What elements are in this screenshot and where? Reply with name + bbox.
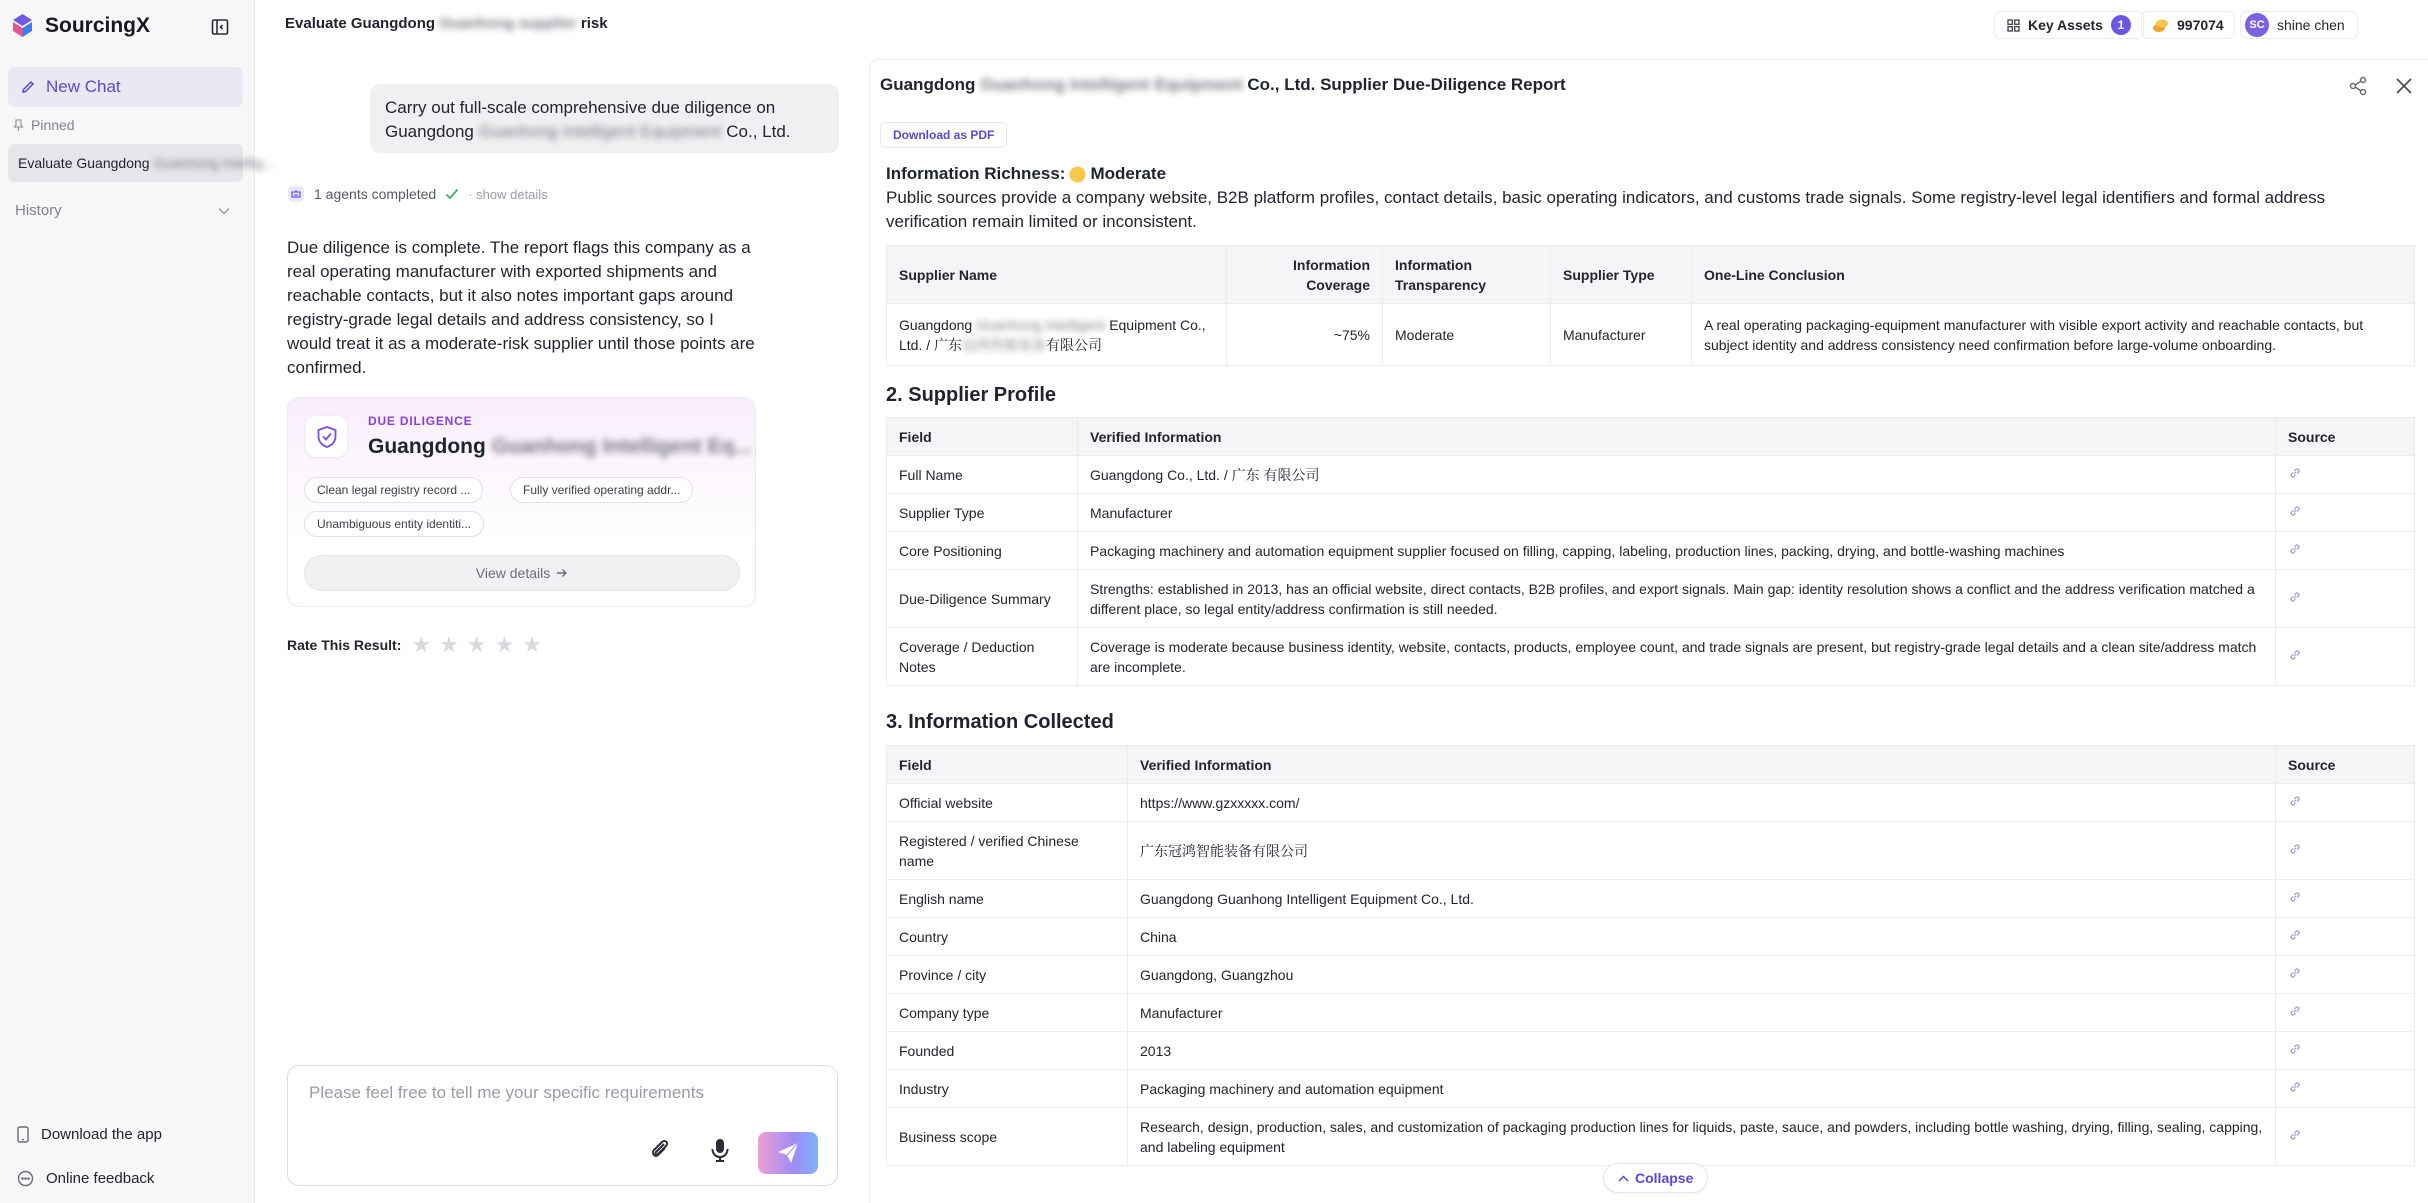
- chevron-down-icon: [218, 207, 230, 215]
- key-assets-button[interactable]: [1994, 11, 2144, 39]
- profile-header-field: Field: [887, 418, 1078, 456]
- information-collected-table: [886, 745, 2415, 1166]
- star-icon[interactable]: ★: [411, 632, 432, 657]
- risk-chip-1: Clean legal registry record ...: [304, 477, 483, 503]
- link-icon[interactable]: [2288, 1042, 2302, 1056]
- row-value: Packaging machinery and automation equipment supplier focused on filling, capping, labeling, production lines, packing, drying, and bottle-washing machines: [1078, 532, 2276, 570]
- section-information-collected: 3. Information Collected: [886, 711, 1114, 733]
- summary-header-type: Supplier Type: [1551, 246, 1692, 304]
- sidebar-toggle-icon: [210, 17, 230, 37]
- supplier-name-a: Guangdong: [899, 316, 973, 333]
- assistant-answer: Due diligence is complete. The report flags this company as a real operating manufacturer with exported shipments and reachable contacts, but it also notes important gaps around registry-grade legal details and address consistency, so I would treat it as a moderate-risk supplier until those points are confirmed.: [287, 238, 755, 377]
- microphone-icon[interactable]: [705, 1135, 735, 1165]
- table-row: [887, 1108, 2415, 1166]
- yellow-circle-icon: [1069, 166, 1086, 183]
- feedback-icon: [17, 1170, 34, 1187]
- table-row: [887, 784, 2415, 822]
- section-supplier-profile: 2. Supplier Profile: [886, 384, 1057, 406]
- star-icon[interactable]: ★: [494, 632, 515, 657]
- summary-table: [886, 245, 2415, 366]
- profile-header-source: Source: [2276, 418, 2415, 456]
- row-value: Guangdong Co., Ltd. / 广东 有限公司: [1078, 456, 2276, 494]
- check-icon: [445, 188, 459, 200]
- supplier-name-c: 有限公司: [1046, 336, 1103, 353]
- profile-header-row: [887, 418, 2415, 456]
- summary-coverage: ~75%: [1227, 304, 1383, 366]
- row-source[interactable]: [2276, 456, 2415, 494]
- link-icon[interactable]: [2288, 890, 2302, 904]
- table-row: [887, 456, 2415, 494]
- collapse-sidebar-button[interactable]: [207, 14, 233, 40]
- new-chat-button[interactable]: [8, 67, 243, 107]
- view-details-label: View details: [475, 565, 551, 581]
- chat-title: [285, 15, 608, 32]
- user-message-company-a: Guangdong: [385, 122, 474, 141]
- feedback-label: Online feedback: [46, 1170, 155, 1187]
- download-pdf-button[interactable]: Download as PDF: [880, 122, 1007, 148]
- row-value: Coverage is moderate because business identity, website, contacts, products, employee count, and trade signals are present, but registry-grade legal details and a clean site/address match are incomplete.: [1078, 628, 2276, 686]
- download-app-label: Download the app: [41, 1126, 162, 1143]
- shield-check-icon: [316, 425, 338, 449]
- supplier-name-b: Equipment Co., Ltd. / 广东: [899, 316, 1206, 353]
- link-icon[interactable]: [2288, 466, 2302, 480]
- row-field: Province / city: [887, 956, 1128, 994]
- collected-header-row: [887, 746, 2415, 784]
- collected-body: [887, 784, 2415, 1166]
- row-field: Industry: [887, 1070, 1128, 1108]
- row-field: Supplier Type: [887, 494, 1078, 532]
- collapse-label: Collapse: [1635, 1170, 1694, 1186]
- row-source[interactable]: [2276, 822, 2415, 880]
- row-field: Coverage / Deduction Notes: [887, 628, 1078, 686]
- row-value: 2013: [1128, 1032, 2276, 1070]
- grid-icon: [2007, 19, 2020, 32]
- app-name: SourcingX: [45, 13, 151, 37]
- chat-input-placeholder[interactable]: Please feel free to tell me your specific requirements: [309, 1083, 704, 1102]
- row-field: Registered / verified Chinese name: [887, 822, 1128, 880]
- row-source[interactable]: [2276, 532, 2415, 570]
- row-source[interactable]: [2276, 1070, 2415, 1108]
- credits-value: 997074: [2177, 17, 2224, 33]
- richness-description: Public sources provide a company website, B2B platform profiles, contact details, basic operating indicators, and customs trade signals. Some registry-level legal identifiers and formal address verification remain limited or inconsistent.: [886, 188, 2326, 231]
- row-source[interactable]: [2276, 570, 2415, 628]
- new-chat-label: New Chat: [46, 77, 121, 96]
- row-value: Guangdong Guanhong Intelligent Equipment Co., Ltd.: [1128, 880, 2276, 918]
- summary-header-conclusion: One-Line Conclusion: [1692, 246, 2415, 304]
- pinned-chat-title-redacted: Guanhong Intellig...: [153, 155, 275, 171]
- profile-header-info: Verified Information: [1078, 418, 2276, 456]
- summary-header-coverage: Information Coverage: [1227, 246, 1383, 304]
- star-rating: [411, 634, 542, 656]
- row-value: Manufacturer: [1128, 994, 2276, 1032]
- credits-button[interactable]: [2141, 11, 2235, 39]
- pin-icon: [13, 119, 24, 132]
- online-feedback-link[interactable]: [17, 1170, 154, 1187]
- agents-status-text: 1 agents completed: [314, 186, 437, 202]
- row-field: Company type: [887, 994, 1128, 1032]
- richness-label: Information Richness:: [886, 164, 1066, 183]
- report-title-b: Co., Ltd. Supplier Due-Diligence Report: [1247, 75, 1566, 94]
- rate-label: Rate This Result:: [287, 637, 402, 653]
- close-icon[interactable]: [2393, 75, 2415, 97]
- card-title-text: Guangdong: [368, 435, 486, 458]
- pinned-section-label: [13, 117, 75, 133]
- collected-header-source: Source: [2276, 746, 2415, 784]
- row-source[interactable]: [2276, 1108, 2415, 1166]
- row-value: Research, design, production, sales, and customization of packaging production lines for liquids, paste, sauce, and powders, including bottle washing, drying, filling, sealing, capping, and labeling equipment: [1128, 1108, 2276, 1166]
- send-button[interactable]: [758, 1132, 818, 1174]
- chevron-up-icon: [1618, 1175, 1629, 1182]
- app-logo[interactable]: [10, 13, 150, 38]
- risk-chip-3: Unambiguous entity identiti...: [304, 511, 484, 537]
- row-value: Manufacturer: [1078, 494, 2276, 532]
- link-icon[interactable]: [2288, 542, 2302, 556]
- row-value: https://www.gzxxxxx.com/: [1128, 784, 2276, 822]
- share-icon[interactable]: [2347, 75, 2369, 97]
- history-toggle[interactable]: [15, 202, 230, 219]
- link-icon[interactable]: [2288, 1080, 2302, 1094]
- row-field: Business scope: [887, 1108, 1128, 1166]
- summary-type: Manufacturer: [1551, 304, 1692, 366]
- report-title-a: Guangdong: [880, 75, 976, 94]
- star-icon[interactable]: ★: [439, 632, 459, 657]
- row-source[interactable]: [2276, 494, 2415, 532]
- user-message: [370, 84, 839, 153]
- star-icon[interactable]: ★: [466, 632, 487, 657]
- row-source[interactable]: [2276, 628, 2415, 686]
- link-icon[interactable]: [2288, 842, 2302, 856]
- card-label: DUE DILIGENCE: [368, 414, 473, 428]
- view-details-button[interactable]: [304, 555, 740, 591]
- report-title-redacted: Guanhong Intelligent Equipment: [980, 75, 1243, 94]
- link-icon[interactable]: [2288, 966, 2302, 980]
- link-icon[interactable]: [2288, 1004, 2302, 1018]
- row-value: Strengths: established in 2013, has an official website, direct contacts, B2B profiles, and export signals. Main gap: identity resolution shows a conflict and the address verification matched a different place, so legal entity/address confirmation is still needed.: [1078, 570, 2276, 628]
- agent-icon: [287, 185, 305, 203]
- key-assets-count-badge: 1: [2111, 15, 2131, 35]
- supplier-name-redacted-cn: 冠鸿智能装备: [962, 336, 1047, 353]
- table-row: [887, 994, 2415, 1032]
- paperclip-icon[interactable]: [645, 1135, 675, 1165]
- row-source[interactable]: [2276, 918, 2415, 956]
- summary-supplier-name: [887, 304, 1227, 366]
- information-richness-heading: [886, 164, 1166, 184]
- user-message-line-2: [385, 120, 824, 144]
- avatar: SC: [2245, 13, 2269, 37]
- chat-title-prefix: Evaluate Guangdong: [285, 15, 436, 32]
- report-title: [880, 75, 1566, 95]
- link-icon[interactable]: [2288, 648, 2302, 662]
- user-message-line-1: Carry out full-scale comprehensive due diligence on: [385, 98, 776, 117]
- link-icon[interactable]: [2288, 1128, 2302, 1142]
- row-field: Country: [887, 918, 1128, 956]
- chat-title-suffix: risk: [580, 15, 608, 32]
- row-value: Packaging machinery and automation equipment: [1128, 1070, 2276, 1108]
- table-row: [887, 1070, 2415, 1108]
- richness-value: Moderate: [1090, 164, 1167, 183]
- logo-mark-icon: [10, 13, 35, 38]
- user-name: shine chen: [2277, 17, 2345, 33]
- pinned-chat-title: Evaluate Guangdong: [18, 155, 150, 171]
- key-assets-label: Key Assets: [2028, 17, 2103, 33]
- link-icon[interactable]: [2288, 928, 2302, 942]
- row-field: English name: [887, 880, 1128, 918]
- table-row: [887, 1032, 2415, 1070]
- table-row: [887, 822, 2415, 880]
- row-source[interactable]: [2276, 880, 2415, 918]
- link-icon[interactable]: [2288, 504, 2302, 518]
- edit-icon: [20, 79, 36, 95]
- table-row: [887, 494, 2415, 532]
- star-icon[interactable]: ★: [522, 632, 543, 657]
- collected-header-info: Verified Information: [1128, 746, 2276, 784]
- row-value: China: [1128, 918, 2276, 956]
- row-field: Core Positioning: [887, 532, 1078, 570]
- table-row: [887, 956, 2415, 994]
- summary-row: [887, 304, 2415, 366]
- row-field: Due-Diligence Summary: [887, 570, 1078, 628]
- profile-body: [887, 456, 2415, 686]
- coins-icon: [2152, 18, 2169, 33]
- agents-status: [287, 185, 548, 203]
- arrow-right-icon: [556, 568, 568, 578]
- shield-icon-box: [306, 416, 347, 457]
- user-message-company-redacted: Guanhong Intelligent Equipment: [478, 122, 722, 141]
- row-value: 广东冠鸿智能装备有限公司: [1128, 822, 2276, 880]
- table-row: [887, 628, 2415, 686]
- link-icon[interactable]: [2288, 794, 2302, 808]
- show-details-link[interactable]: · show details: [468, 186, 548, 202]
- row-field: Official website: [887, 784, 1128, 822]
- row-source[interactable]: [2276, 784, 2415, 822]
- collected-header-field: Field: [887, 746, 1128, 784]
- chat-input-box[interactable]: [287, 1065, 838, 1186]
- summary-conclusion: A real operating packaging-equipment manufacturer with visible export activity and reachable contacts, but subject identity and address consistency need confirmation before large-volume onboarding.: [1692, 304, 2415, 366]
- table-row: [887, 532, 2415, 570]
- history-label: History: [15, 202, 62, 219]
- row-field: Founded: [887, 1032, 1128, 1070]
- due-diligence-card[interactable]: [287, 397, 756, 607]
- collapse-report-button[interactable]: [1603, 1163, 1708, 1193]
- summary-header-supplier-name: Supplier Name: [887, 246, 1227, 304]
- table-row: [887, 918, 2415, 956]
- risk-chip-2: Fully verified operating addr...: [510, 477, 693, 503]
- row-source[interactable]: [2276, 956, 2415, 994]
- phone-icon: [17, 1126, 29, 1143]
- pinned-label-text: Pinned: [31, 117, 75, 133]
- card-title: [368, 435, 752, 459]
- download-app-link[interactable]: [17, 1126, 162, 1143]
- sidebar-item-pinned-chat[interactable]: [8, 144, 275, 182]
- user-message-company-b: Co., Ltd.: [726, 122, 791, 141]
- table-row: [887, 570, 2415, 628]
- summary-transparency: Moderate: [1383, 304, 1551, 366]
- chat-title-redacted: Guanhong supplier: [439, 15, 577, 32]
- sidebar: [0, 0, 275, 1203]
- table-row: [887, 880, 2415, 918]
- user-menu[interactable]: [2240, 11, 2358, 39]
- rating-row: [287, 634, 542, 656]
- summary-header-transparency: Information Transparency: [1383, 246, 1551, 304]
- supplier-name-redacted: Guanhong Intelligent: [976, 316, 1106, 333]
- card-title-redacted: Guanhong Intelligent Eq...: [491, 435, 752, 458]
- report-panel: [869, 59, 2428, 1203]
- row-source[interactable]: [2276, 994, 2415, 1032]
- row-field: Full Name: [887, 456, 1078, 494]
- row-source[interactable]: [2276, 1032, 2415, 1070]
- supplier-profile-table: [886, 417, 2415, 686]
- send-icon: [776, 1142, 800, 1164]
- row-value: Guangdong, Guangzhou: [1128, 956, 2276, 994]
- summary-header-row: [887, 246, 2415, 304]
- link-icon[interactable]: [2288, 590, 2302, 604]
